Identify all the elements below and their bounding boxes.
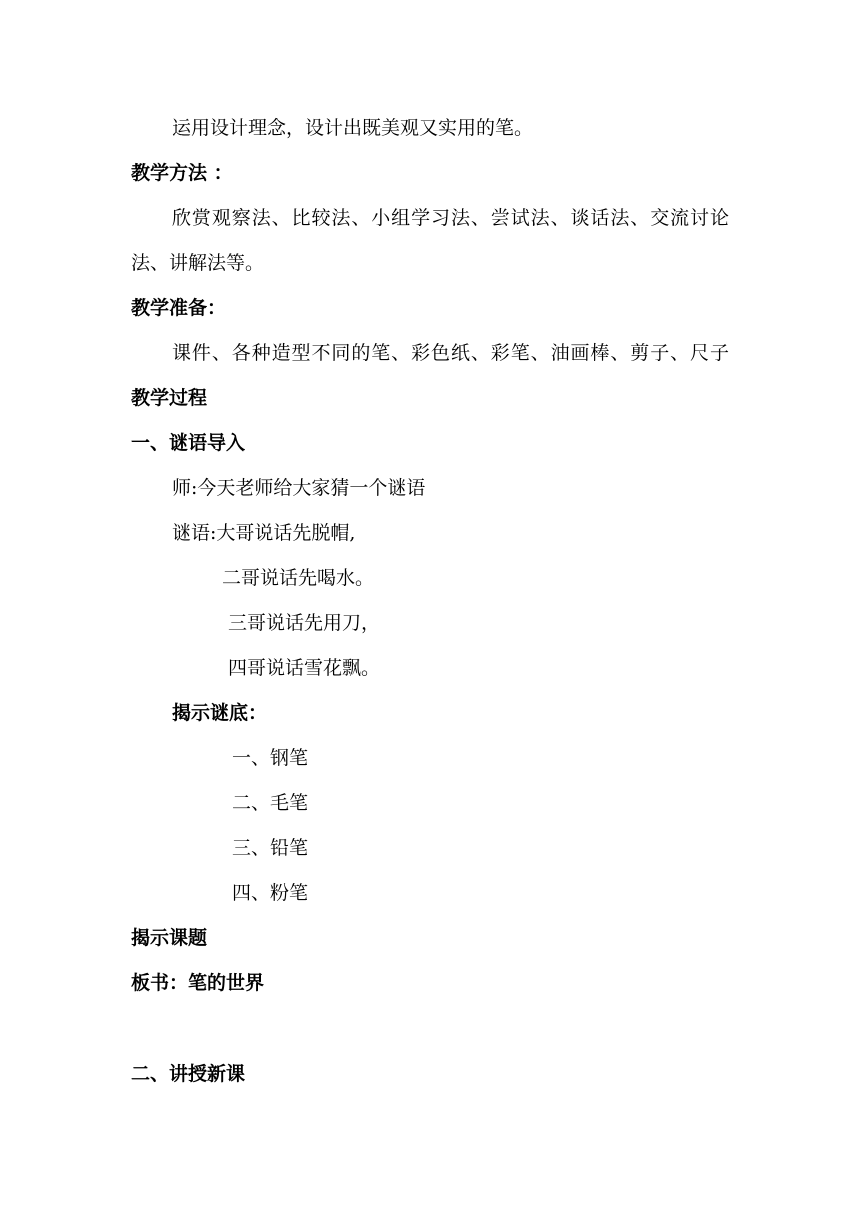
intro-line: 运用设计理念，设计出既美观又实用的笔。 — [172, 117, 534, 139]
prep-heading: 教学准备： — [131, 297, 227, 319]
process-heading: 教学过程 — [131, 387, 208, 409]
board-line: 板书：笔的世界 — [131, 972, 265, 994]
riddle-line-3: 三哥说话先用刀， — [228, 612, 381, 634]
method-text-line-2: 法、讲解法等。 — [131, 252, 265, 274]
teacher-line: 师:今天老师给大家猜一个谜语 — [172, 477, 426, 499]
riddle-line-4: 四哥说话雪花飘。 — [228, 657, 381, 679]
riddle-line-1: 谜语:大哥说话先脱帽, — [172, 522, 356, 544]
method-text-line-1: 欣赏观察法、比较法、小组学习法、尝试法、谈话法、交流讨论 — [172, 207, 729, 229]
answer-item-4: 四、粉笔 — [232, 882, 309, 904]
answer-item-3: 三、铅笔 — [232, 837, 309, 859]
topic-heading: 揭示课题 — [131, 927, 208, 949]
prep-text: 课件、各种造型不同的笔、彩色纸、彩笔、油画棒、剪子、尺子 — [172, 342, 729, 364]
section-2-heading: 二、讲授新课 — [131, 1063, 246, 1085]
answer-item-1: 一、钢笔 — [232, 747, 309, 769]
answer-heading: 揭示谜底： — [172, 702, 268, 724]
section-1-heading: 一、谜语导入 — [131, 432, 246, 454]
answer-item-2: 二、毛笔 — [232, 792, 309, 814]
riddle-line-2: 二哥说话先喝水。 — [222, 567, 375, 589]
method-heading: 教学方法 ： — [131, 162, 233, 184]
